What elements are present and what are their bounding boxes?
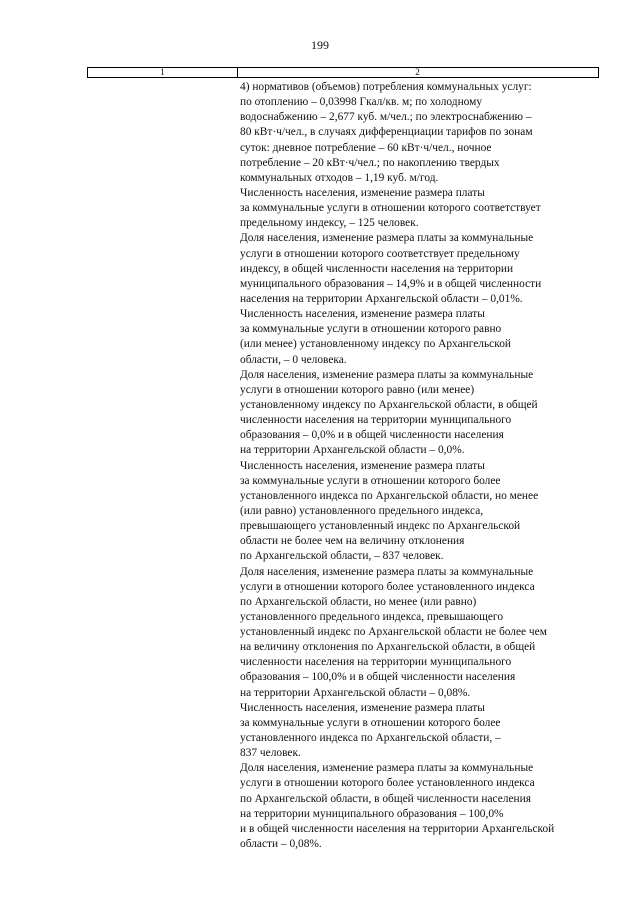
table-header-col2: 2 [415, 67, 420, 77]
text-line: за коммунальные услуги в отношении которого равно [240, 323, 502, 336]
text-line: суток: дневное потребление – 60 кВт·ч/чел., ночное [240, 141, 492, 154]
text-line: услуги в отношении которого более установленного индекса [240, 580, 535, 593]
text-line: по Архангельской области, – 837 человек. [240, 550, 444, 563]
text-line: (или равно) установленного предельного индекса, [240, 504, 484, 517]
table-header-row [87, 67, 599, 78]
text-line: по Архангельской области, но менее (или равно) [240, 595, 477, 608]
text-line: Доля населения, изменение размера платы за коммунальные [240, 368, 534, 381]
text-line: Доля населения, изменение размера платы за коммунальные [240, 232, 534, 245]
text-line: области – 0,08%. [240, 838, 322, 851]
text-line: на территории Архангельской области – 0,0%. [240, 444, 465, 457]
text-line: установленному индексу по Архангельской области, в общей [240, 398, 538, 411]
text-line: услуги в отношении которого соответствует предельному [240, 247, 520, 260]
text-line: области, – 0 человека. [240, 353, 347, 366]
text-line: по Архангельской области, в общей численности населения [240, 792, 531, 805]
text-line: численности населения на территории муниципального [240, 414, 512, 427]
text-line: установленного индекса по Архангельской области, – [240, 732, 501, 745]
text-line: индексу, в общей численности населения на территории [240, 262, 514, 275]
text-line: Доля населения, изменение размера платы за коммунальные [240, 762, 534, 775]
text-line: водоснабжению – 2,677 куб. м/чел.; по электроснабжению – [240, 111, 532, 124]
text-line: населения на территории Архангельской области – 0,01%. [240, 292, 523, 305]
text-line: Численность населения, изменение размера платы [240, 308, 485, 321]
text-line: области не более чем на величину отклонения [240, 535, 465, 548]
text-line: установленного предельного индекса, превышающего [240, 610, 504, 623]
text-line: на территории муниципального образования – 100,0% [240, 807, 504, 820]
table-header-col1: 1 [88, 68, 238, 77]
text-line: установленного индекса по Архангельской области, но менее [240, 489, 539, 502]
text-line: 80 кВт·ч/чел., в случаях дифференциации тарифов по зонам [240, 126, 533, 139]
text-line: услуги в отношении которого более установленного индекса [240, 777, 535, 790]
text-line: коммунальных отходов – 1,19 куб. м/год. [240, 171, 439, 184]
text-line: муниципального образования – 14,9% и в общей численности [240, 277, 542, 290]
text-line: Численность населения, изменение размера платы [240, 701, 485, 714]
text-line: за коммунальные услуги в отношении которого более [240, 474, 501, 487]
text-line: по отоплению – 0,03998 Гкал/кв. м; по холодному [240, 96, 483, 109]
text-line: 4) нормативов (объемов) потребления коммунальных услуг: [240, 81, 532, 93]
text-line: потребление – 20 кВт·ч/чел.; по накоплению твердых [240, 156, 500, 169]
text-line: предельному индексу, – 125 человек. [240, 217, 419, 230]
text-line: Численность населения, изменение размера платы [240, 186, 485, 199]
text-line: образования – 100,0% и в общей численности населения [240, 671, 516, 684]
page-number: 199 [311, 38, 329, 52]
text-line: Численность населения, изменение размера платы [240, 459, 485, 472]
text-line: 837 человек. [240, 747, 301, 760]
text-line: на территории Архангельской области – 0,08%. [240, 686, 471, 699]
text-line: и в общей численности населения на территории Архангельской [240, 822, 555, 835]
text-line: численности населения на территории муниципального [240, 656, 512, 669]
text-line: (или менее) установленному индексу по Архангельской [240, 338, 511, 351]
text-line: Доля населения, изменение размера платы за коммунальные [240, 565, 534, 578]
text-line: услуги в отношении которого равно (или менее) [240, 383, 475, 396]
document-body-text [240, 80, 600, 852]
text-line: за коммунальные услуги в отношении которого соответствует [240, 202, 541, 215]
text-line: установленный индекс по Архангельской области не более чем [240, 626, 547, 639]
text-line: образования – 0,0% и в общей численности населения [240, 429, 504, 442]
text-line: превышающего установленный индекс по Архангельской [240, 520, 521, 533]
text-line: за коммунальные услуги в отношении которого более [240, 716, 501, 729]
text-line: на величину отклонения по Архангельской области, в общей [240, 641, 536, 654]
